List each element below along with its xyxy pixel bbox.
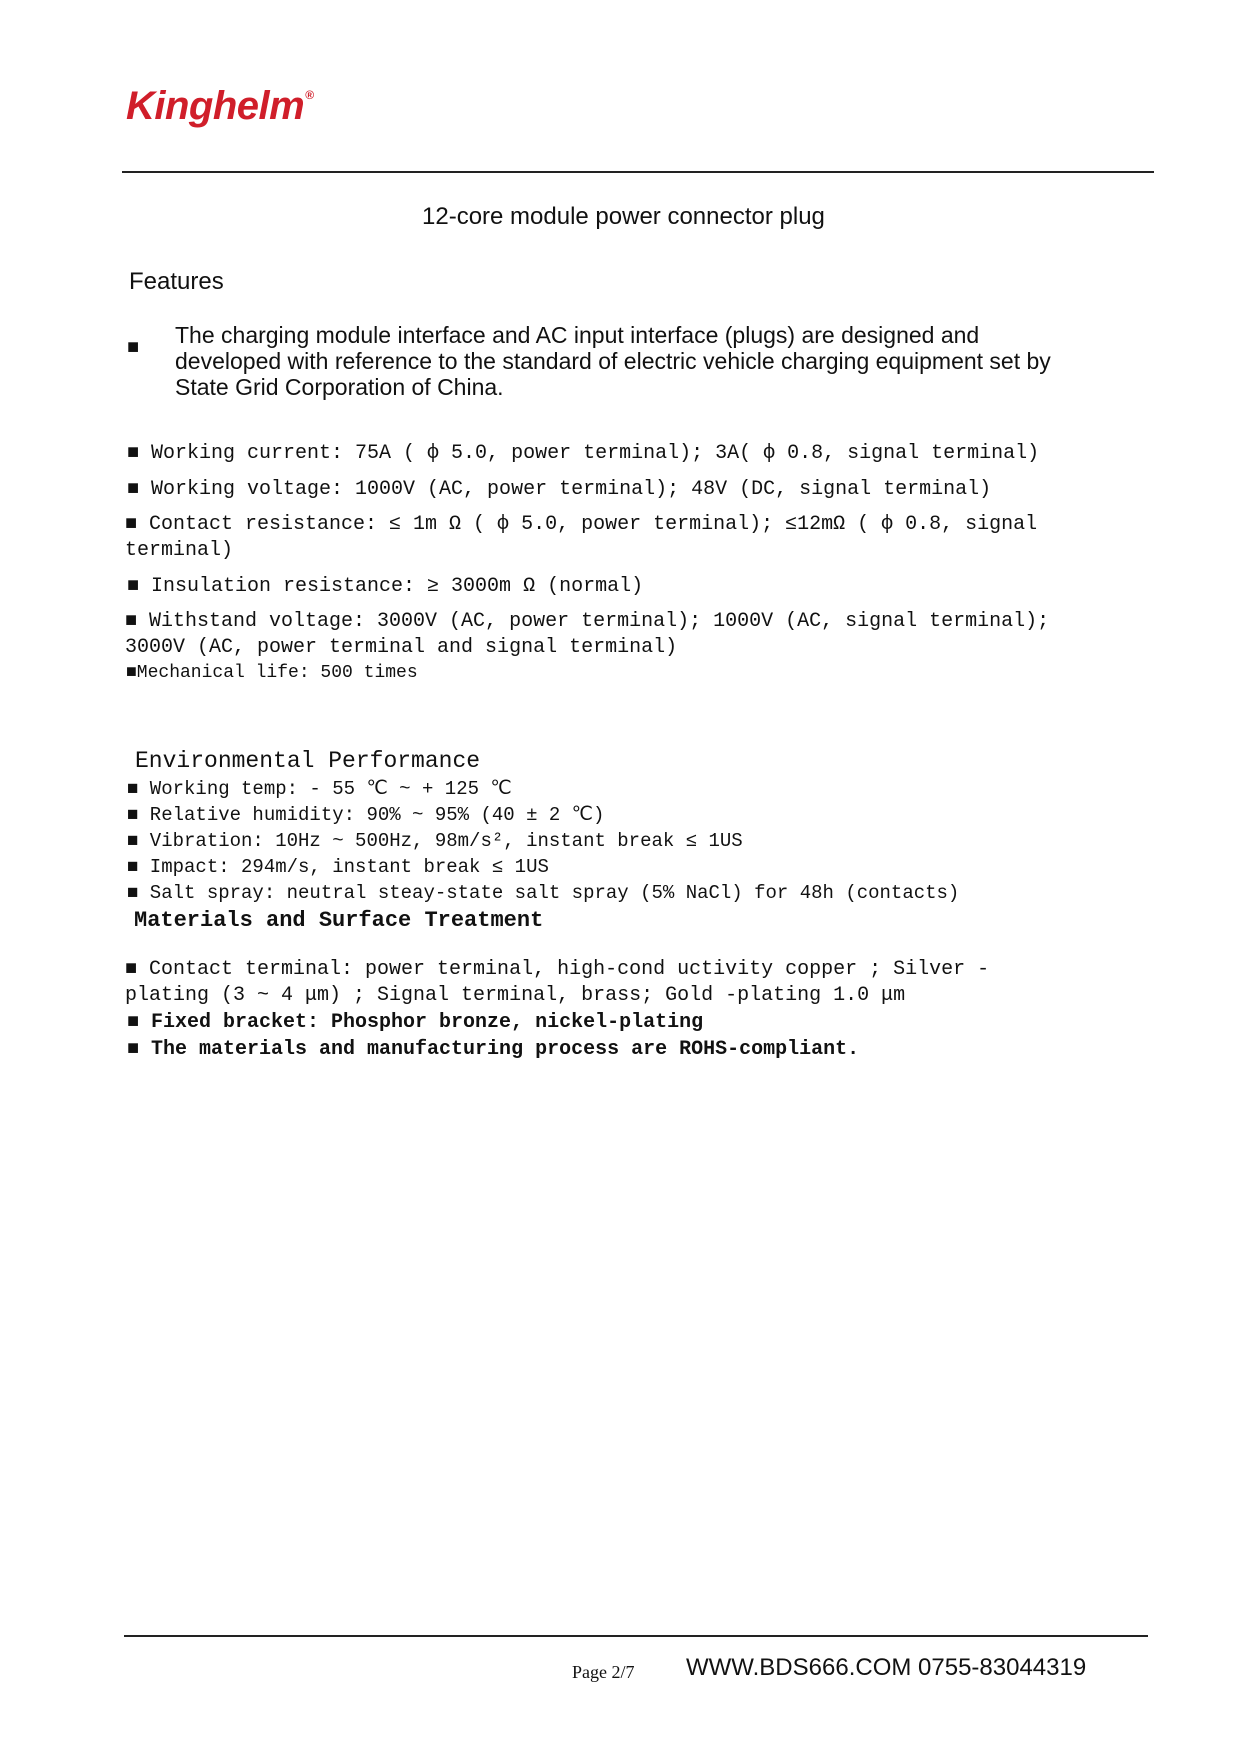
page-number: Page 2/7 xyxy=(572,1662,635,1682)
materials-heading: Materials and Surface Treatment xyxy=(134,908,544,933)
spec-working-current: ■ Working current: 75A ( ф 5.0, power terminal); 3A( ф 0.8, signal terminal) xyxy=(127,442,1040,465)
spec-working-voltage: ■ Working voltage: 1000V (AC, power terminal); 48V (DC, signal terminal) xyxy=(127,478,992,501)
kinghelm-logo: Kinghelm® xyxy=(126,84,314,128)
spec-mechanical-life: ■Mechanical life: 500 times xyxy=(126,663,418,683)
material-fixed-bracket: ■ Fixed bracket: Phosphor bronze, nickel-plating xyxy=(127,1011,704,1034)
intro-bullet: ■ xyxy=(127,336,140,358)
env-relative-humidity: ■ Relative humidity: 90% ~ 95% (40 ± 2 ℃) xyxy=(127,804,605,826)
env-impact: ■ Impact: 294m/s, instant break ≤ 1US xyxy=(127,856,549,878)
env-working-temp: ■ Working temp: - 55 ℃ ~ + 125 ℃ xyxy=(127,778,512,800)
material-contact-terminal: ■ Contact terminal: power terminal, high-cond uctivity copper ; Silver -plating (3 ~ 4 μm) ; Signal terminal, brass; Gold -plating 1.0 μm xyxy=(125,958,990,1007)
header-rule xyxy=(122,171,1154,173)
spec-withstand-voltage: ■ Withstand voltage: 3000V (AC, power terminal); 1000V (AC, signal terminal); 3000V (AC, power terminal and signal terminal) xyxy=(125,610,1050,659)
spec-contact-resistance: ■ Contact resistance: ≤ 1m Ω ( ф 5.0, power terminal); ≤12mΩ ( ф 0.8, signal terminal) xyxy=(125,513,1038,562)
footer-contact: WWW.BDS666.COM 0755-83044319 xyxy=(686,1654,1087,1681)
environment-heading: Environmental Performance xyxy=(135,748,481,774)
footer-rule xyxy=(124,1635,1148,1637)
material-rohs: ■ The materials and manufacturing process are ROHS-compliant. xyxy=(127,1038,860,1061)
document-title: 12-core module power connector plug xyxy=(422,203,825,230)
env-vibration: ■ Vibration: 10Hz ~ 500Hz, 98m/s², instant break ≤ 1US xyxy=(127,830,743,852)
env-salt-spray: ■ Salt spray: neutral steay-state salt spray (5% NaCl) for 48h (contacts) xyxy=(127,882,960,904)
features-heading: Features xyxy=(129,268,224,295)
spec-insulation-resistance: ■ Insulation resistance: ≥ 3000m Ω (normal) xyxy=(127,575,644,598)
features-intro: The charging module interface and AC input interface (plugs) are designed and developed with reference to the standard of electric vehicle charging equipment set by State Grid Corporation of China. xyxy=(175,322,1051,400)
